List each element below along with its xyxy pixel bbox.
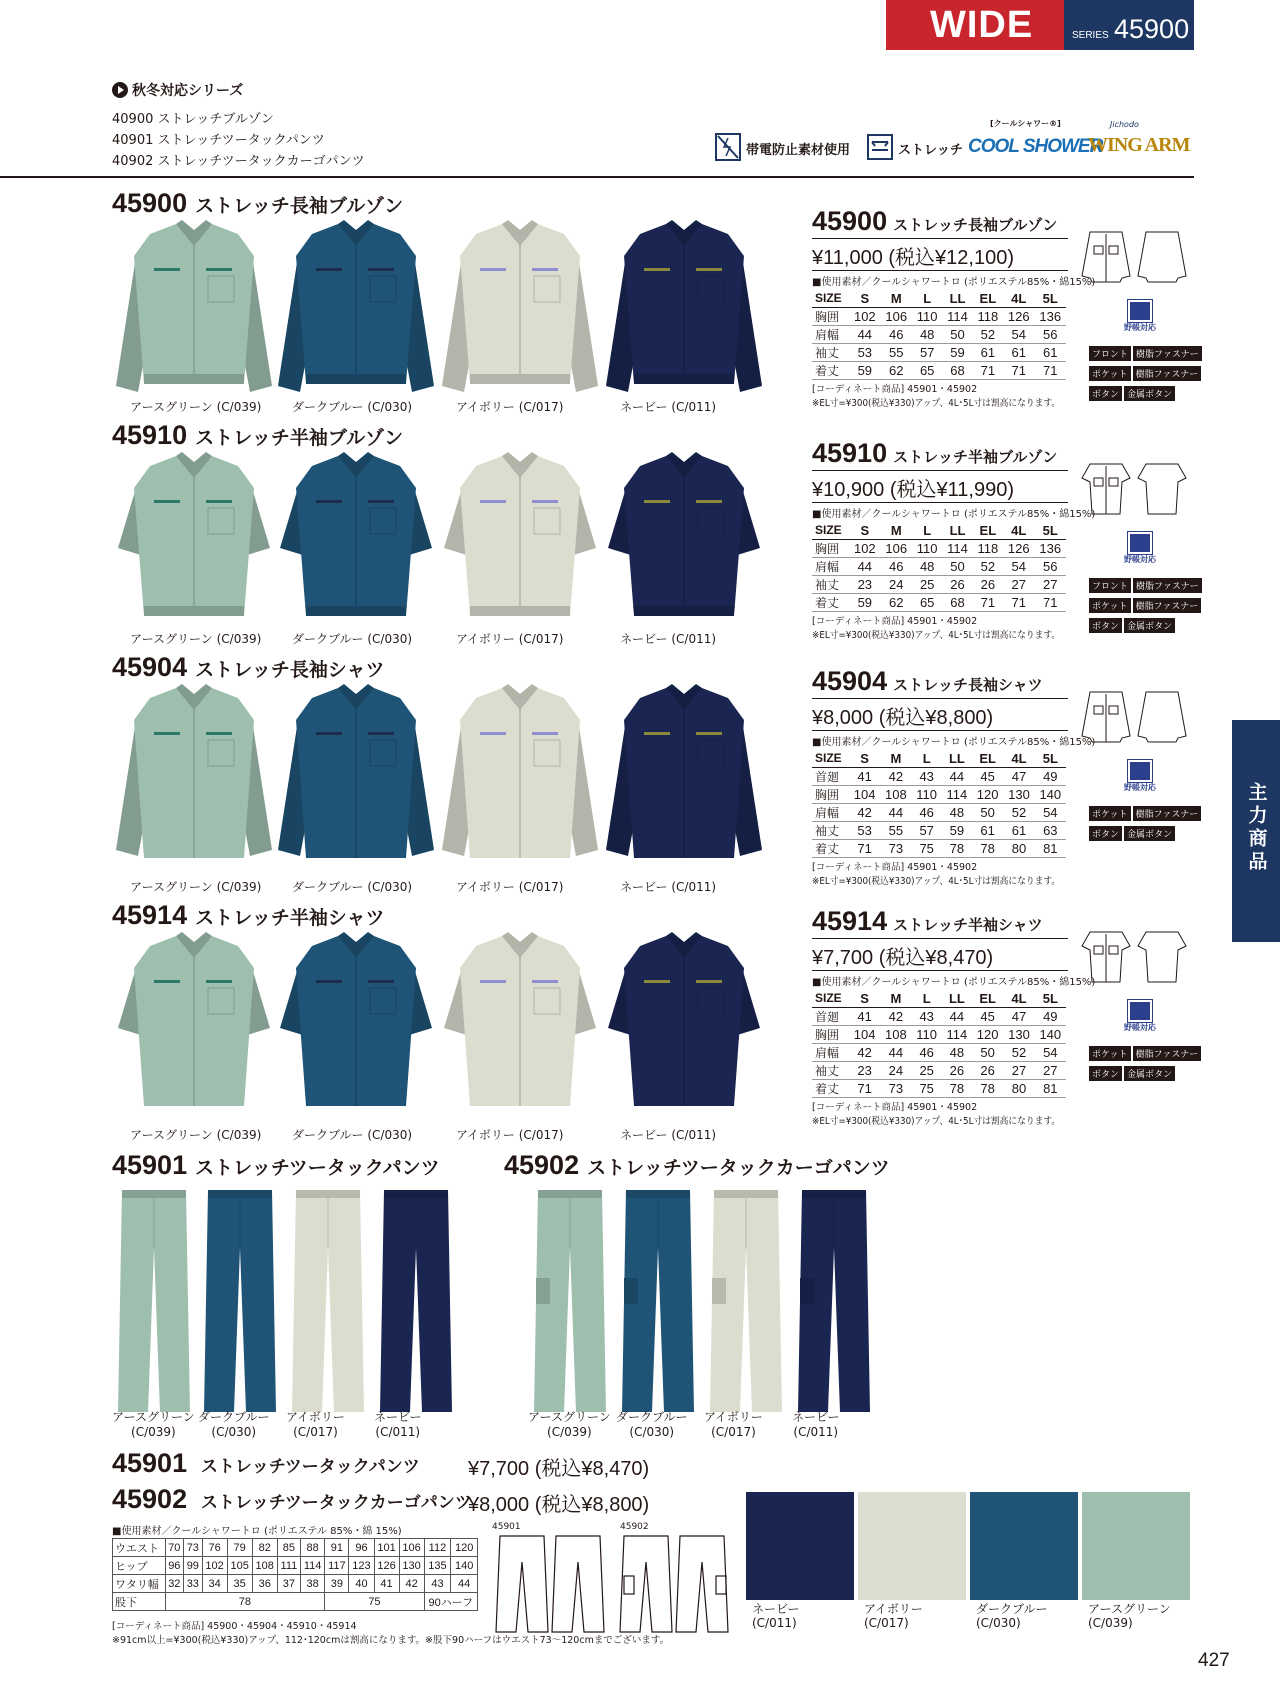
color-caption: ダークブルー (C/030): [616, 1410, 688, 1439]
pants-price-45902: 45902 ストレッチツータックカーゴパンツ ¥8,000 (税込¥8,800): [112, 1484, 650, 1516]
pants-diagram: [492, 1534, 732, 1634]
color-caption: ダークブルー (C/030): [292, 880, 413, 894]
garment-photo: [604, 448, 764, 636]
page-number: 427: [1198, 1650, 1230, 1671]
diagram-label: 45902: [620, 1522, 649, 1532]
color-caption: アイボリー (C/017): [456, 880, 564, 894]
series-line: 40901 ストレッチツータックパンツ: [112, 133, 325, 148]
spec-tag: ボタン 金属ボタン: [1089, 618, 1177, 633]
color-caption: ネービー (C/011): [620, 632, 717, 646]
spec-tag: ポケット 樹脂ファスナー: [1089, 598, 1203, 613]
color-caption: ダークブルー (C/030): [198, 1410, 270, 1439]
series-heading: 秋冬対応シリーズ: [112, 80, 243, 100]
field-notebook-icon: 野帳対応: [1124, 532, 1156, 565]
flat-drawing: [1076, 226, 1196, 289]
garment-photo: [440, 448, 600, 636]
garment-photo: [276, 216, 436, 404]
garment-photo: [276, 680, 436, 868]
color-caption: ダークブルー (C/030): [292, 632, 413, 646]
garment-photo: [604, 680, 764, 868]
garment-photo: [276, 448, 436, 636]
fabric-swatch: [970, 1492, 1078, 1600]
pants-photo: [708, 1188, 784, 1419]
spec-panel: 45904 ストレッチ長袖シャツ ¥8,000 (税込¥8,800) ■使用素材／クールシャワートロ (ポリエステル85%・綿15%) SIZE S M L LL EL 4L 5L 首廻 41 42 43 44 45 47 49 胸囲 104 108 110 114 120 130 140 肩幅 42 44 46 48 50 52 54 袖丈 53 55 57 59 61 61 63 着丈 71 73 75 78 78 80 81 [コーディネート商品] 45901・45902 ※EL寸=¥300(税込¥330)アップ、4L･5L寸は割高になります。: [812, 666, 1096, 887]
color-caption: アイボリー (C/017): [704, 1410, 763, 1439]
spec-tag: フロント 樹脂ファスナー: [1089, 346, 1204, 361]
swatch-caption: ダークブルー (C/030): [976, 1602, 1048, 1630]
spec-tag: フロント 樹脂ファスナー: [1089, 578, 1204, 593]
pants-photo: [532, 1188, 608, 1419]
color-caption: ネービー (C/011): [374, 1410, 422, 1439]
color-caption: アースグリーン (C/039): [528, 1410, 611, 1439]
stretch-icon: [866, 132, 894, 162]
color-caption: アイボリー (C/017): [286, 1410, 345, 1439]
section-title-45914: 45914 ストレッチ半袖シャツ: [112, 900, 385, 930]
stretch-logo: ストレッチ: [866, 132, 894, 166]
fabric-swatch: [858, 1492, 966, 1600]
section-title-45910: 45910 ストレッチ半袖ブルゾン: [112, 420, 404, 450]
color-caption: ダークブルー (C/030): [292, 400, 413, 414]
color-caption: アースグリーン (C/039): [112, 1410, 195, 1439]
pants-photo: [796, 1188, 872, 1419]
garment-photo: [604, 928, 764, 1116]
side-tab: 主力商品: [1232, 720, 1280, 942]
garment-photo: [114, 928, 274, 1116]
garment-photo: [440, 680, 600, 868]
pants-size-table: [112, 1538, 478, 1611]
pants-coordinate: [コーディネート商品] 45900・45904・45910・45914: [112, 1621, 357, 1632]
antistatic-logo: 帯電防止素材使用: [714, 132, 742, 166]
flat-drawing: [1076, 686, 1196, 749]
garment-photo: [114, 680, 274, 868]
swatch-caption: アイボリー (C/017): [864, 1602, 923, 1630]
garment-photo: [114, 216, 274, 404]
antistatic-icon: [714, 132, 742, 162]
color-caption: ネービー (C/011): [792, 1410, 840, 1439]
color-caption: アースグリーン (C/039): [130, 1128, 262, 1142]
flat-drawing: [1076, 926, 1196, 989]
garment-photo: [114, 448, 274, 636]
pants-note: ※91cm以上=¥300(税込¥330)アップ、112･120cmは割高になります。※股下90ハーフはウエスト73〜120cmまでございます。: [112, 1635, 670, 1646]
table-row: ウエスト 70 73 76 79 82 85 88 91 96 101 106 112 120: [113, 1539, 478, 1557]
color-caption: ダークブルー (C/030): [292, 1128, 413, 1142]
section-title-45902: 45902 ストレッチツータックカーゴパンツ: [504, 1150, 890, 1180]
wide-label: WIDE: [930, 4, 1034, 46]
spec-tag: ポケット 樹脂ファスナー: [1089, 1046, 1203, 1061]
fabric-swatch: [746, 1492, 854, 1600]
color-caption: ネービー (C/011): [620, 880, 717, 894]
spec-panel: 45910 ストレッチ半袖ブルゾン ¥10,900 (税込¥11,990) ■使用素材／クールシャワートロ (ポリエステル85%・綿15%) SIZE S M L LL EL 4L 5L 胸囲 102 106 110 114 118 126 136 肩幅 44 46 48 50 52 54 56 袖丈 23 24 25 26 26 27 27 着丈 59 62 65 68 71 71 71 [コーディネート商品] 45901・45902 ※EL寸=¥300(税込¥330)アップ、4L･5L寸は割高になります。: [812, 438, 1096, 641]
diagram-label: 45901: [492, 1522, 521, 1532]
color-caption: ネービー (C/011): [620, 400, 717, 414]
pants-photo: [378, 1188, 454, 1419]
spec-tag: ポケット 樹脂ファスナー: [1089, 366, 1203, 381]
garment-photo: [440, 216, 600, 404]
series-line: 40900 ストレッチブルゾン: [112, 112, 274, 127]
table-row: ヒップ 96 99 102 105 108 111 114 117 123 126 130 135 140: [113, 1557, 478, 1575]
pants-photo: [290, 1188, 366, 1419]
section-title-45904: 45904 ストレッチ長袖シャツ: [112, 652, 385, 682]
table-row: 股下 78 75 90ハーフ: [113, 1593, 478, 1611]
color-caption: アイボリー (C/017): [456, 400, 564, 414]
spec-tag: ボタン 金属ボタン: [1089, 1066, 1177, 1081]
divider: [0, 176, 1194, 178]
garment-photo: [440, 928, 600, 1116]
pants-photo: [116, 1188, 192, 1419]
coolshower-small: [クールシャワー®]: [990, 119, 1061, 128]
field-notebook-icon: 野帳対応: [1124, 760, 1156, 793]
arrow-icon: [112, 82, 128, 98]
field-notebook-icon: 野帳対応: [1124, 1000, 1156, 1033]
section-title-45901: 45901 ストレッチツータックパンツ: [112, 1150, 440, 1180]
color-caption: アースグリーン (C/039): [130, 632, 262, 646]
spec-panel: 45914 ストレッチ半袖シャツ ¥7,700 (税込¥8,470) ■使用素材／クールシャワートロ (ポリエステル85%・綿15%) SIZE S M L LL EL 4L 5L 首廻 41 42 43 44 45 47 49 胸囲 104 108 110 114 120 130 140 肩幅 42 44 46 48 50 52 54 袖丈 23 24 25 26 26 27 27 着丈 71 73 75 78 78 80 81 [コーディネート商品] 45901・45902 ※EL寸=¥300(税込¥330)アップ、4L･5L寸は割高になります。: [812, 906, 1096, 1127]
pants-photo: [202, 1188, 278, 1419]
fabric-swatch: [1082, 1492, 1190, 1600]
wingarm-small: Jichodo: [1110, 120, 1139, 129]
swatch-caption: ネービー (C/011): [752, 1602, 800, 1630]
series-label: SERIES: [1072, 30, 1109, 41]
color-caption: アイボリー (C/017): [456, 632, 564, 646]
series-box: [1064, 0, 1194, 50]
color-caption: アースグリーン (C/039): [130, 400, 262, 414]
color-caption: ネービー (C/011): [620, 1128, 717, 1142]
series-number: 45900: [1114, 14, 1190, 44]
garment-photo: [604, 216, 764, 404]
color-caption: アースグリーン (C/039): [130, 880, 262, 894]
spec-tag: ポケット 樹脂ファスナー: [1089, 806, 1203, 821]
spec-tag: ボタン 金属ボタン: [1089, 386, 1177, 401]
series-line: 40902 ストレッチツータックカーゴパンツ: [112, 154, 365, 169]
swatch-caption: アースグリーン (C/039): [1088, 1602, 1171, 1630]
garment-photo: [276, 928, 436, 1116]
spec-tag: ボタン 金属ボタン: [1089, 826, 1177, 841]
wingarm-logo: WING ARM: [1088, 134, 1190, 156]
pants-price-45901: 45901 ストレッチツータックパンツ ¥7,700 (税込¥8,470): [112, 1448, 650, 1480]
field-notebook-icon: 野帳対応: [1124, 300, 1156, 333]
pants-material: ■使用素材／クールシャワートロ (ポリエステル 85%・綿 15%): [112, 1526, 402, 1537]
spec-panel: 45900 ストレッチ長袖ブルゾン ¥11,000 (税込¥12,100) ■使用素材／クールシャワートロ (ポリエステル85%・綿15%) SIZE S M L LL EL 4L 5L 胸囲 102 106 110 114 118 126 136 肩幅 44 46 48 50 52 54 56 袖丈 53 55 57 59 61 61 61 着丈 59 62 65 68 71 71 71 [コーディネート商品] 45901・45902 ※EL寸=¥300(税込¥330)アップ、4L･5L寸は割高になります。: [812, 206, 1096, 409]
flat-drawing: [1076, 458, 1196, 521]
section-title-45900: 45900 ストレッチ長袖ブルゾン: [112, 188, 404, 218]
table-row: ワタリ幅 32 33 34 35 36 37 38 39 40 41 42 43 44: [113, 1575, 478, 1593]
pants-photo: [620, 1188, 696, 1419]
color-caption: アイボリー (C/017): [456, 1128, 564, 1142]
series-header: [886, 0, 1194, 50]
coolshower-logo: COOL SHOWER: [968, 136, 1103, 157]
